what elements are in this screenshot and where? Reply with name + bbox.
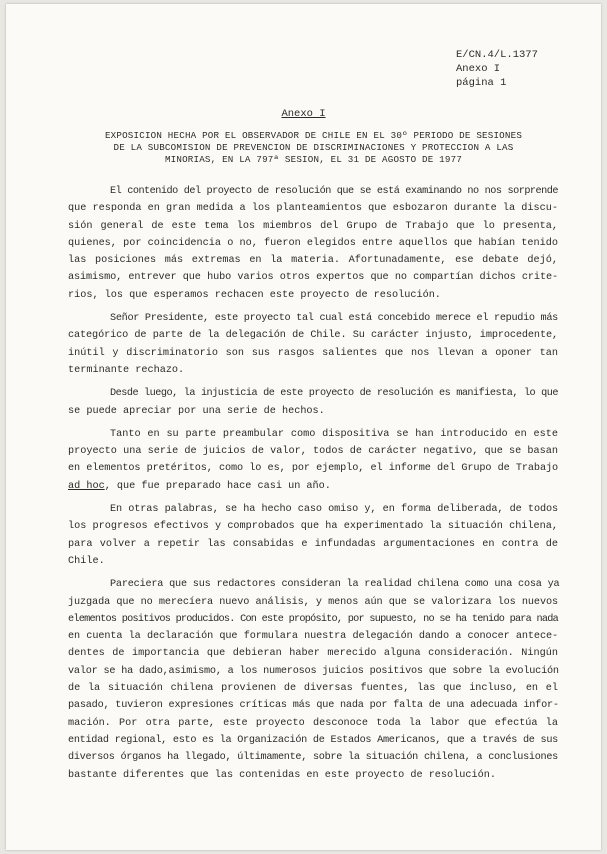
text-line: juzgada que no merecíera nuevo análisis, y menos aún que se valorizara los nuevos [68,596,558,608]
text-line: en elementos pretéritos, como lo es, por ejemplo, el informe del Grupo de Trabajo [68,463,558,475]
annex-title-text: Anexo I [281,108,326,120]
text-line: bastante diferentes que las contenidas en este proyecto de resolución. [68,769,496,781]
text-line: entidad regional, esto es la Organización de Estados Americanos, que a través de sus [68,734,558,746]
text-line: diversos órganos ha llegado, últimamente, sobre la situación chilena, a conclusiones [68,752,558,764]
text-line: En otras palabras, se ha hecho caso omiso y, en forma deliberada, de todos [110,504,558,516]
text-line: Desde luego, la injusticia de este proyecto de resolución es manifiesta, lo que [110,388,558,400]
text-line: los progresos efectivos y comprobados que ha experimentado la situación chilena, [68,521,558,533]
text-line: quienes, por coincidencia o no, fueron elegidos entre aquellos que habían tenido [68,237,558,249]
heading-line: DE LA SUBCOMISION DE PREVENCION DE DISCRIMINACIONES Y PROTECCION A LAS [113,142,514,153]
text-line: asimismo, entrever que hubo varios otros expertos que no compartían dichos crite- [68,272,558,284]
paragraph [68,310,558,379]
underlined-phrase: ad hoc [68,480,105,492]
text-line: dentes de importancia que debieran haber merecido alguna consideración. Ningún [68,648,558,660]
annex-label: Anexo I [456,63,501,75]
text-line: proyecto una serie de juicios de valor, todos de carácter negativo, que se basan [68,446,558,458]
text-line: elementos positivos producidos. Con este propósito, por supuesto, no se ha tenido para nada [68,613,558,625]
text-line: terminante rechazo. [68,364,185,376]
document-body [68,183,558,784]
page-number: página 1 [456,77,507,89]
paragraph [68,501,558,570]
text-line: se puede apreciar por una serie de hechos. [68,405,325,417]
document-heading [86,130,541,166]
text-line: valor se ha dado,asimismo, a los numerosos juicios positivos que sobre la evolución [68,665,559,677]
text-line: para volver a repetir las consabidas e infundadas argumentaciones en contra de [68,538,558,550]
document-symbol: E/CN.4/L.1377 [456,49,538,61]
text-line: Señor Presidente, este proyecto tal cual está concebido merece el repudio más [110,313,558,325]
text-line: Chile. [68,555,105,567]
text-line: rios, los que esperamos rechacen este proyecto de resolución. [68,289,441,301]
text-line: de la situación chilena provienen de diversas fuentes, las que incluso, en el [68,683,558,695]
heading-line: MINORIAS, EN LA 797ª SESION, EL 31 DE AGOSTO DE 1977 [164,154,463,165]
document-page [6,4,601,850]
text-line: mación. Por otra parte, este proyecto desconoce toda la labor que efectúa la [68,717,558,729]
document-reference-block [456,48,538,90]
text-line: inútil y discriminatorio son sus rasgos salientes que nos llevan a oponer tan [68,347,558,359]
heading-line: EXPOSICION HECHA POR EL OBSERVADOR DE CHILE EN EL 30º PERIODO DE SESIONES [104,130,523,141]
text-line: en cuenta la declaración que formulara nuestra delegación dando a conocer antece- [68,631,558,643]
text-line: El contenido del proyecto de resolución que se está examinando no nos sorprende [110,186,558,197]
paragraph [68,426,558,495]
annex-title [6,108,601,120]
text-line: que responda en gran medida a los planteamientos que esbozaron durante la discu- [68,203,558,215]
text-line: Pareciera que sus redactores consideran la realidad chilena como una cosa ya [110,579,560,591]
paragraph [68,576,558,784]
text-line: Tanto en su parte preambular como dispositiva se han introducido en este [110,428,558,440]
paragraph [68,183,558,304]
text-line: pasado, tuvieron expresiones críticas más que nada por falta de una adecuada infor- [68,700,559,712]
text-line: ad hoc, que fue preparado hace casi un año. [68,480,331,492]
text-line: las posiciones más extremas en la materia. Afortunadamente, ese debate dejó, [68,255,558,267]
text-line: categórico de parte de la delegación de Chile. Su carácter injusto, improcedente, [68,330,558,342]
text-line: sión general de este tema los miembros del Grupo de Trabajo que lo presenta, [68,220,558,232]
paragraph [68,385,558,420]
